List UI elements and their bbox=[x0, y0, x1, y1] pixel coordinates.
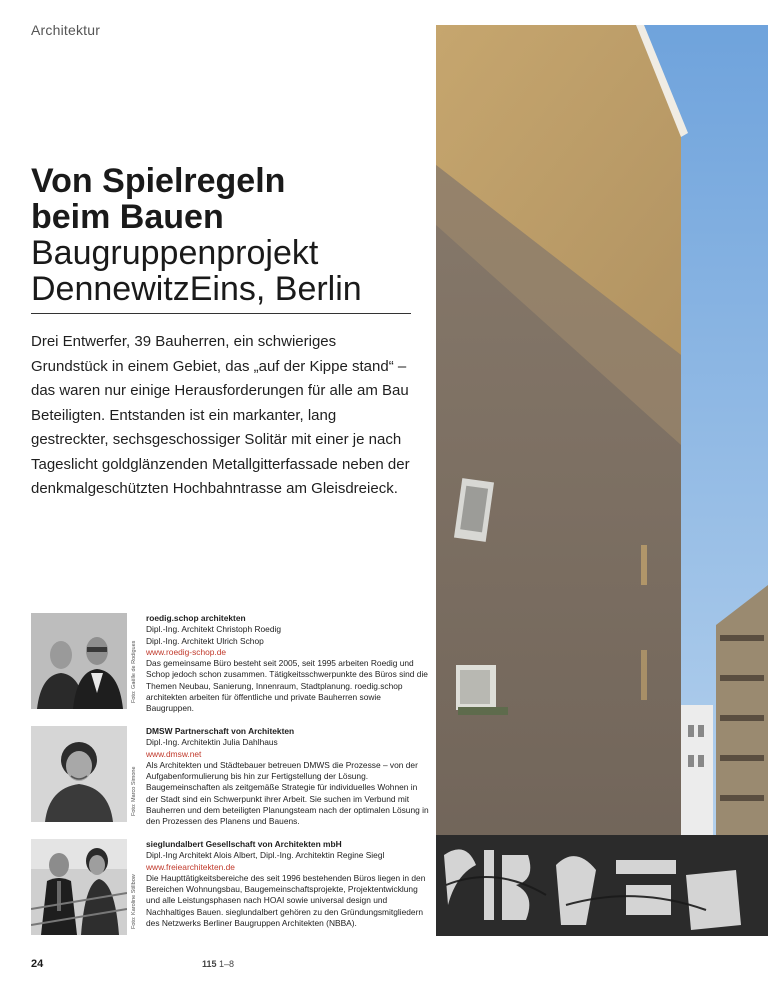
portrait-photo bbox=[31, 726, 127, 822]
firm-description: Die Haupttätigkeitsbereiche des seit 1996 bestehenden Büros liegen in den Bereichen Wohnungsbau, Baugemeinschaftsprojekte, Projektentwicklung und alle Leistungsphasen nach HOAI sowie universal design und Nachhaltiges Bauen. sieglundalbert gehören zu den Gründungsmitgliedern des Netzwerks Berliner Baugruppen Architekten (NBBA). bbox=[146, 872, 426, 929]
bio-text bbox=[146, 613, 431, 715]
issue-number: 115 bbox=[202, 959, 217, 969]
title-bold-line-1: Von Spielregeln bbox=[31, 162, 286, 200]
article-title bbox=[31, 163, 421, 307]
bio-roedig-schop bbox=[31, 613, 428, 714]
bio-text bbox=[146, 726, 431, 828]
subtitle-line-1: Baugruppenprojekt bbox=[31, 234, 319, 272]
subtitle-line-2: DennewitzEins, Berlin bbox=[31, 270, 362, 308]
architect-line: Dipl.-Ing. Architekt Ulrich Schop bbox=[146, 635, 264, 646]
firm-name: DMSW Partnerschaft von Architekten bbox=[146, 726, 295, 736]
issue-reference bbox=[202, 959, 234, 969]
title-divider bbox=[31, 313, 411, 314]
architect-line: Dipl.-Ing. Architektin Julia Dahlhaus bbox=[146, 737, 278, 748]
issue-pages: 1–8 bbox=[219, 959, 235, 969]
architect-line: Dipl.-Ing Architekt Alois Albert, Dipl.-Ing. Architektin Regine Siegl bbox=[146, 850, 385, 861]
section-label: Architektur bbox=[31, 22, 101, 38]
firm-description: Das gemeinsame Büro besteht seit 2005, seit 1995 arbeiten Roedig und Schop jedoch schon zusammen. Tätigkeitsschwerpunkte des Büros sind die Themen Neubau, Sanierung, Innenraum, Stadtplanung. roedig.schop architekten arbeiten für öffentliche und private Bauherren sowie Baugruppen. bbox=[146, 658, 428, 714]
title-bold-line-2: beim Bauen bbox=[31, 198, 224, 236]
firm-name: roedig.schop architekten bbox=[146, 613, 246, 623]
bio-dmsw bbox=[31, 726, 429, 827]
page-number: 24 bbox=[31, 958, 44, 970]
firm-name: sieglundalbert Gesellschaft von Architekten mbH bbox=[146, 839, 342, 849]
website-link[interactable]: www.dmsw.net bbox=[146, 748, 202, 759]
portrait-photo bbox=[31, 613, 127, 709]
bio-text bbox=[146, 839, 431, 929]
lead-paragraph: Drei Entwerfer, 39 Bauherren, ein schwieriges Grundstück in einem Gebiet, das „auf der Kippe stand“ – das waren nur einige Herausforderungen für alle am Bau Beteiligten. Entstanden ist ein markanter, lang gestreckter, sechsgeschossiger Solitär mit einer je nach Tageslicht goldglänzenden Metallgitterfassade neben der denkmalgeschützten Hochbahntrasse am Gleisdreieck. bbox=[31, 333, 410, 497]
bio-sieglundalbert bbox=[31, 839, 426, 939]
website-link[interactable]: www.freiearchitekten.de bbox=[146, 861, 235, 872]
photo-credit: Foto: Gaëlle de Rodigues bbox=[131, 640, 137, 703]
photo-credit: Foto: Karoline Stillbow bbox=[131, 874, 137, 929]
building-photo bbox=[436, 25, 768, 936]
photo-credit: Foto: Marco Simone bbox=[131, 766, 137, 816]
firm-description: Als Architekten und Städtebauer betreuen DMWS die Prozesse – von der Aufgabenformulierung bis hin zur Fertigstellung der Lösung. Baugemeinschaften als zeitgemäße Strategie für individuelles Wohnen in der Stadt sind ein Schwerpunkt ihrer Arbeit. Sie suchen im Verbund mit Bauherren und dem beteiligten Planungsteam nach der optimalen Lösung in den Prozessen des Planens und Bauens. bbox=[146, 759, 429, 827]
architect-line: Dipl.-Ing. Architekt Christoph Roedig bbox=[146, 624, 281, 635]
website-link[interactable]: www.roedig-schop.de bbox=[146, 646, 227, 657]
portrait-photo bbox=[31, 839, 127, 935]
